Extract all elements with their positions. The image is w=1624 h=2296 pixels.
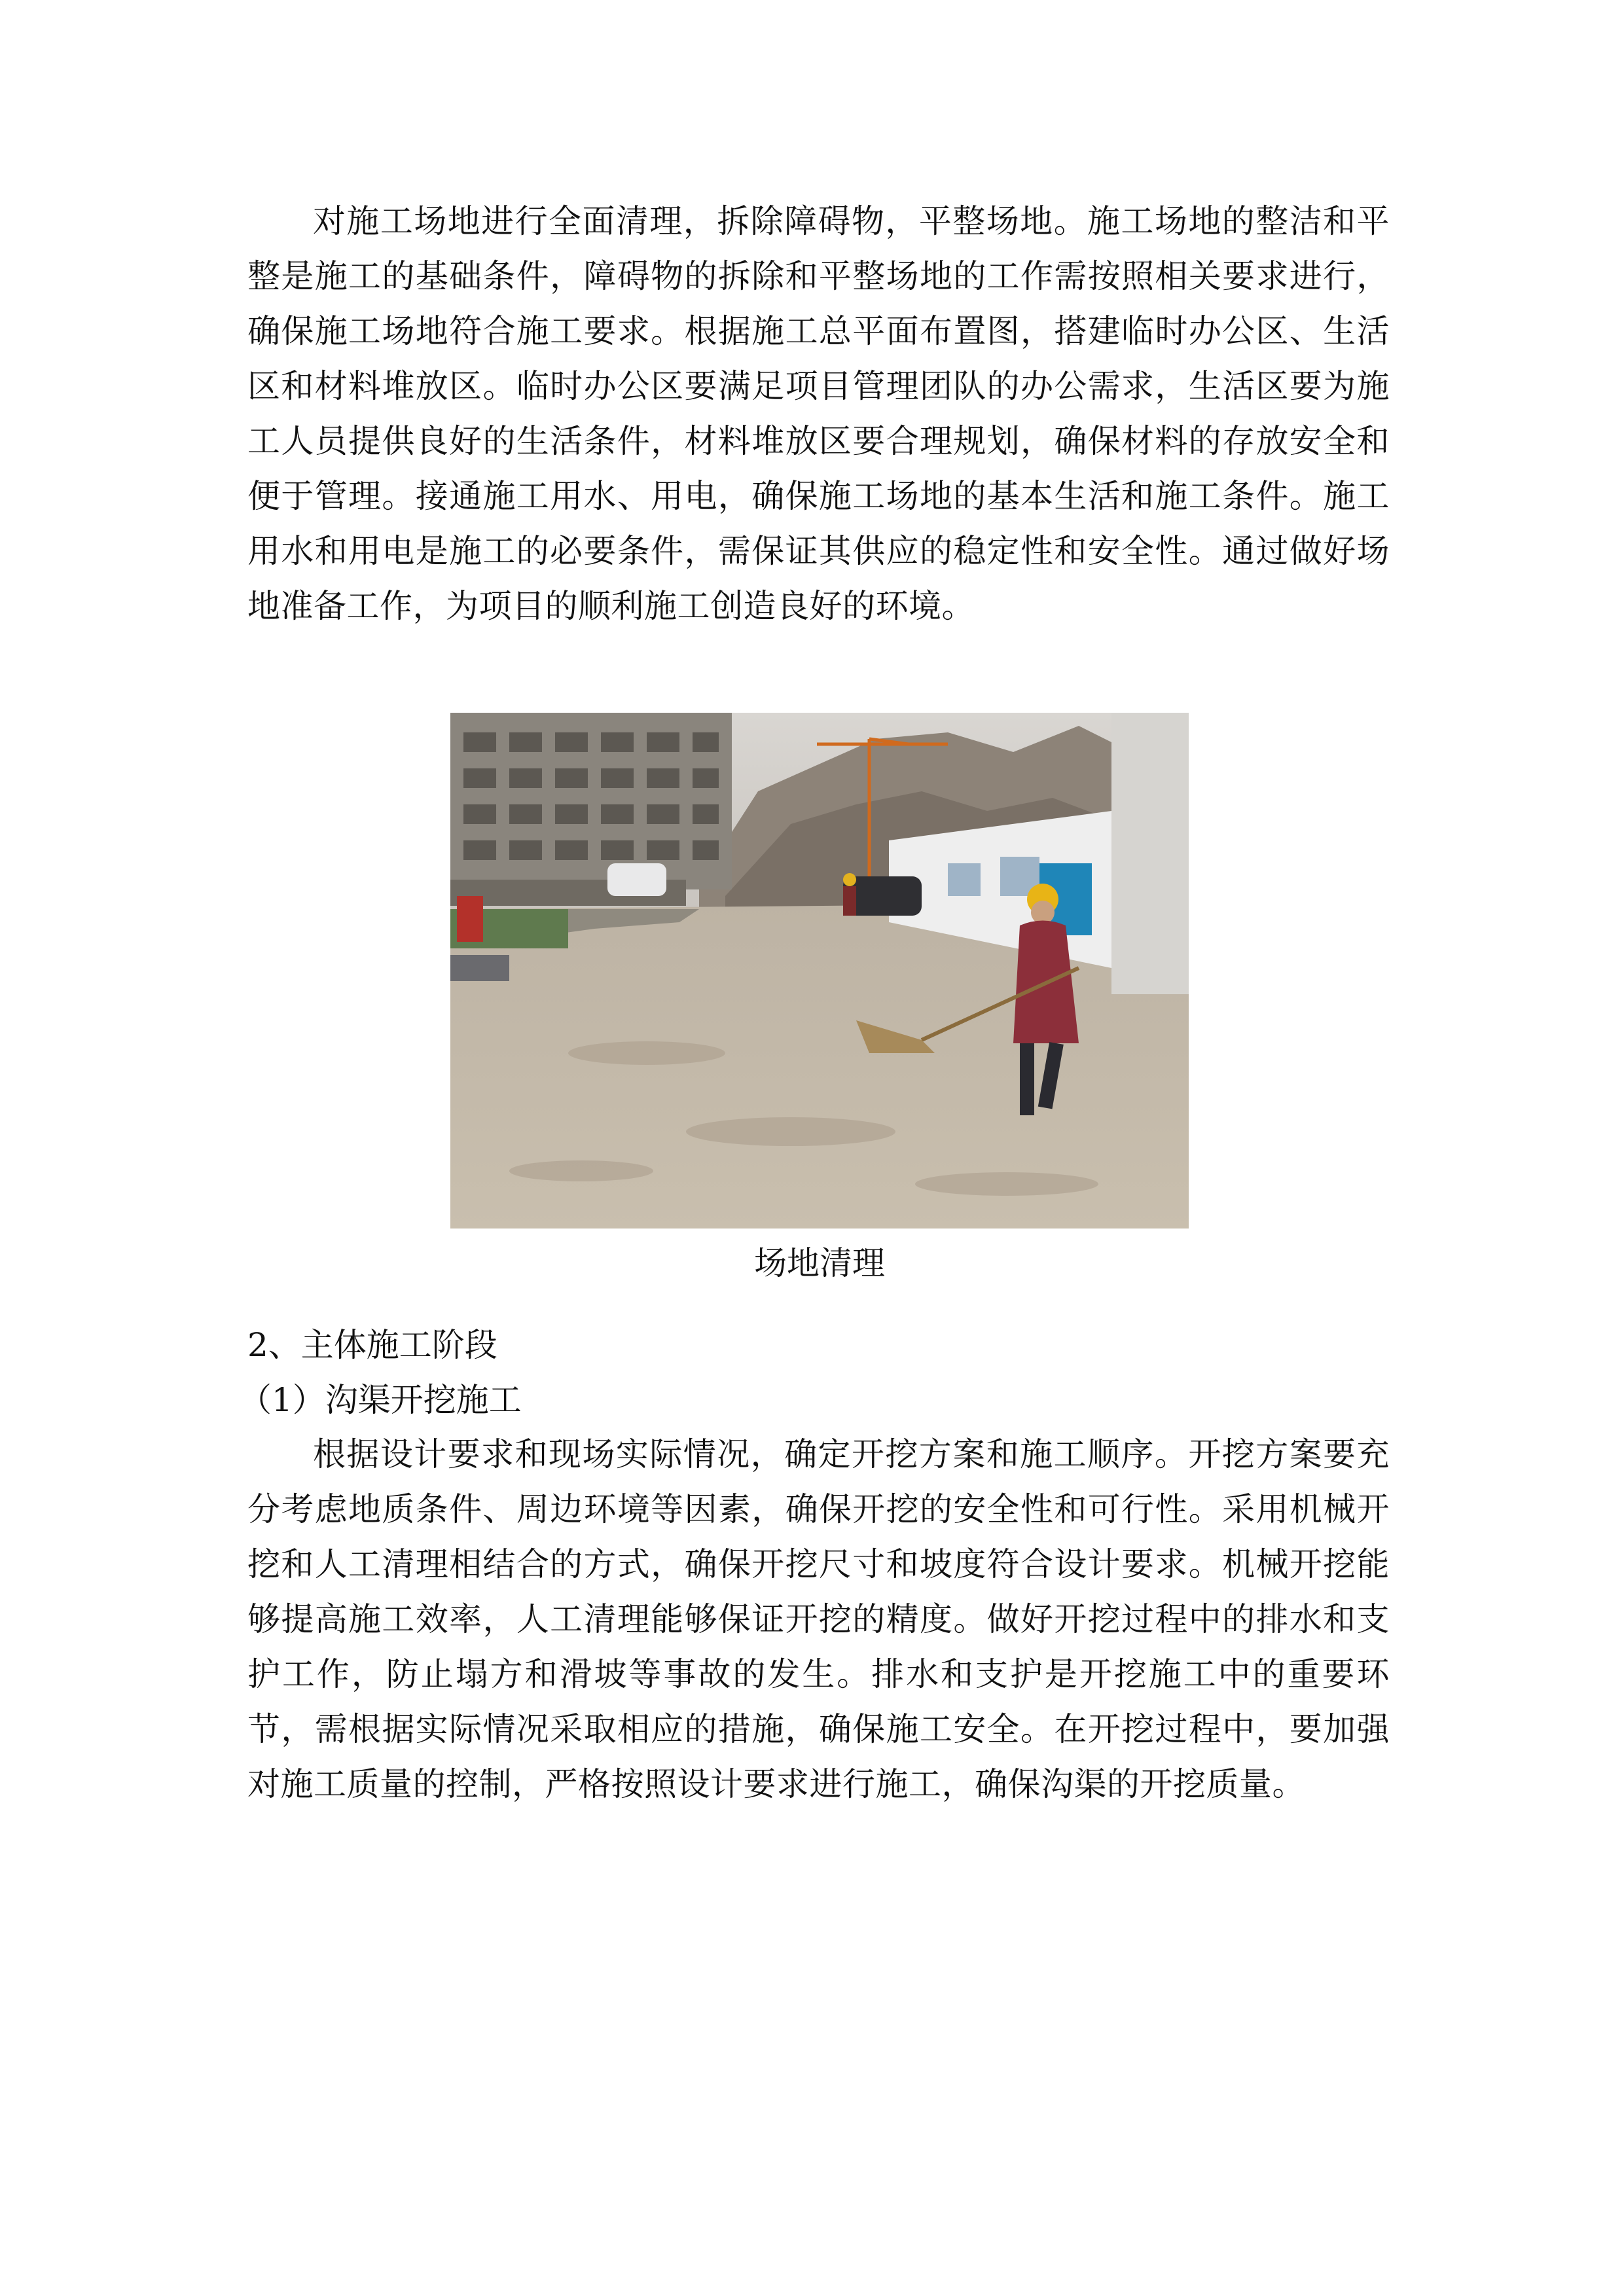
- site-cleaning-photo: [450, 713, 1189, 1229]
- body-paragraph-excavation: 根据设计要求和现场实际情况，确定开挖方案和施工顺序。开挖方案要充分考虑地质条件、周边环境等因素，确保开挖的安全性和可行性。采用机械开挖和人工清理相结合的方式，确保开挖尺寸和坡度符合设计要求。机械开挖能够提高施工效率，人工清理能够保证开挖的精度。做好开挖过程中的排水和支护工作，防止塌方和滑坡等事故的发生。排水和支护是开挖施工中的重要环节，需根据实际情况采取相应的措施，确保施工安全。在开挖过程中，要加强对施工质量的控制，严格按照设计要求进行施工，确保沟渠的开挖质量。: [247, 1435, 1390, 1803]
- body-paragraph-site-prep: 对施工场地进行全面清理，拆除障碍物，平整场地。施工场地的整洁和平整是施工的基础条件，障碍物的拆除和平整场地的工作需按照相关要求进行，确保施工场地符合施工要求。根据施工总平面布置图，搭建临时办公区、生活区和材料堆放区。临时办公区要满足项目管理团队的办公需求，生活区要为施工人员提供良好的生活条件，材料堆放区要合理规划，确保材料的存放安全和便于管理。接通施工用水、用电，确保施工场地的基本生活和施工条件。施工用水和用电是施工的必要条件，需保证其供应的稳定性和安全性。通过做好场地准备工作，为项目的顺利施工创造良好的环境。: [247, 202, 1390, 625]
- site-cleaning-illustration: [450, 713, 1189, 1229]
- figure-caption: 场地清理: [754, 1244, 885, 1282]
- section-heading-main-construction: 2、主体施工阶段: [247, 1326, 497, 1364]
- subsection-heading-trench-excavation: （1）沟渠开挖施工: [239, 1381, 522, 1419]
